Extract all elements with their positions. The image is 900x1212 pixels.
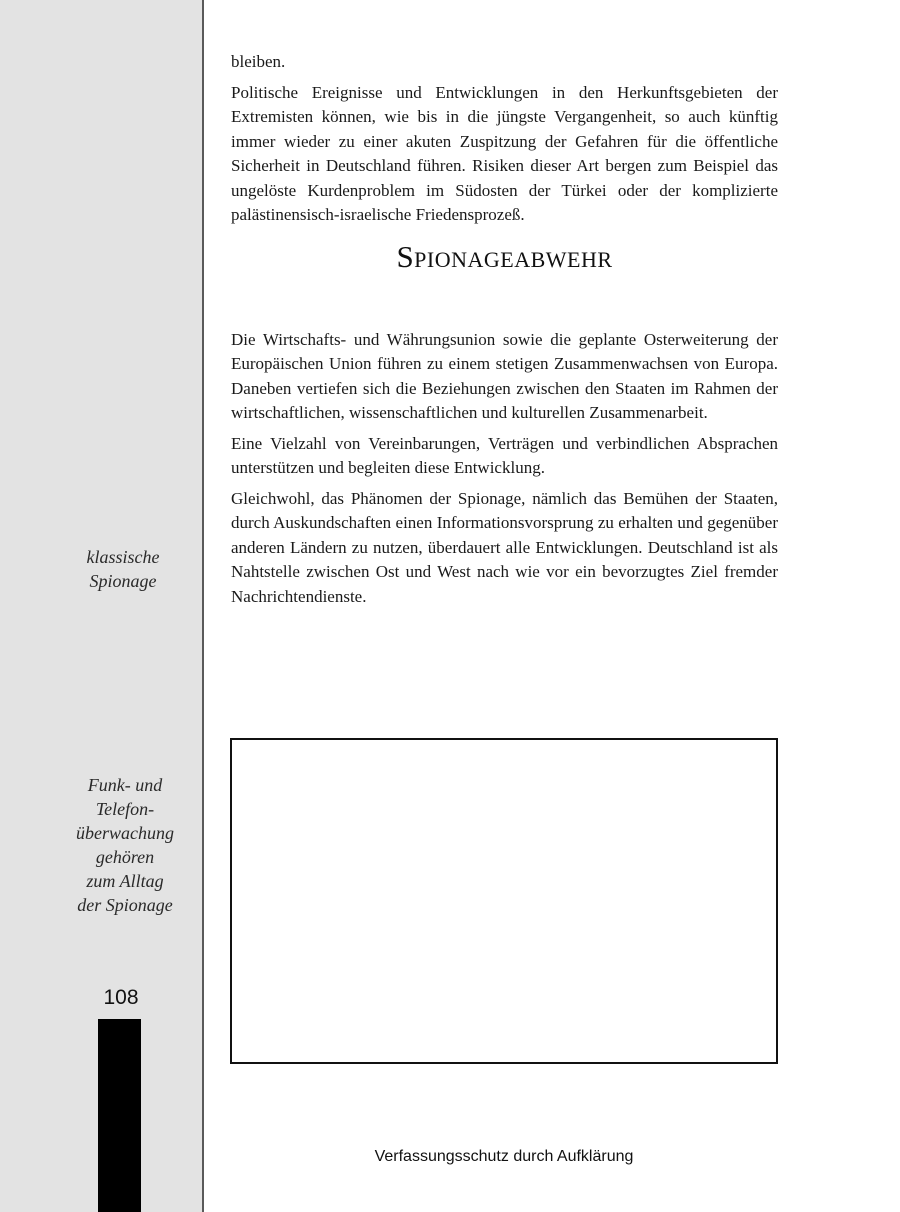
margin-note-line: Telefon-	[95, 799, 155, 819]
margin-note-line: zum Alltag	[86, 871, 164, 891]
page-tab-marker	[98, 1019, 141, 1212]
page-footer: Verfassungsschutz durch Aufklärung	[374, 1148, 634, 1165]
page-number: 108	[103, 986, 139, 1009]
margin-note-line: gehören	[95, 847, 155, 867]
margin-note-line: Funk- und	[87, 775, 163, 795]
body-paragraph: Gleichwohl, das Phänomen der Spionage, nämlich das Bemühen der Staaten, durch Auskundschaften einen Informationsvorsprung zu erhalten und gegenüber anderen Ländern zu nutzen, überdauert alle Entwicklungen. Deutschland ist als Nahtstelle zwischen Ost und West nach wie vor ein bevorzugtes Ziel fremder Nachrichtendienste.	[231, 488, 778, 606]
body-paragraph: Eine Vielzahl von Vereinbarungen, Verträgen und verbindlichen Absprachen unterstützen und begleiten diese Entwicklung.	[231, 433, 778, 477]
body-paragraph: Politische Ereignisse und Entwicklungen in den Herkunftsgebieten der Extremisten können, wie bis in die jüngste Vergangenheit, so auch künftig immer wieder zu einer akuten Zuspitzung der Gefahren für die öffentliche Sicherheit in Deutschland führen. Risiken dieser Art bergen zum Beispiel das ungelöste Kurdenproblem im Südosten der Türkei oder der komplizierte palästinensisch-israelische Friedensprozeß.	[231, 82, 778, 224]
margin-sidebar	[0, 0, 204, 1212]
image-placeholder-frame	[230, 738, 778, 1064]
margin-note-radio-telephone-surveillance	[50, 773, 200, 917]
main-text-column	[231, 50, 778, 615]
margin-note-classic-espionage	[48, 545, 198, 593]
margin-note-line: Spionage	[89, 571, 157, 591]
margin-note-line: überwachung	[76, 823, 174, 843]
margin-note-line: klassische	[86, 547, 160, 567]
body-paragraph: Die Wirtschafts- und Währungsunion sowie die geplante Osterweiterung der Europäischen Union führen zu einem stetigen Zusammenwachsen von Europa. Daneben vertiefen sich die Beziehungen zwischen den Staaten im Rahmen der wirtschaftlichen, wissenschaftlichen und kulturellen Zusammenarbeit.	[231, 329, 778, 422]
section-title: Spionageabwehr	[396, 238, 613, 274]
body-paragraph: bleiben.	[231, 52, 286, 71]
margin-note-line: der Spionage	[77, 895, 173, 915]
